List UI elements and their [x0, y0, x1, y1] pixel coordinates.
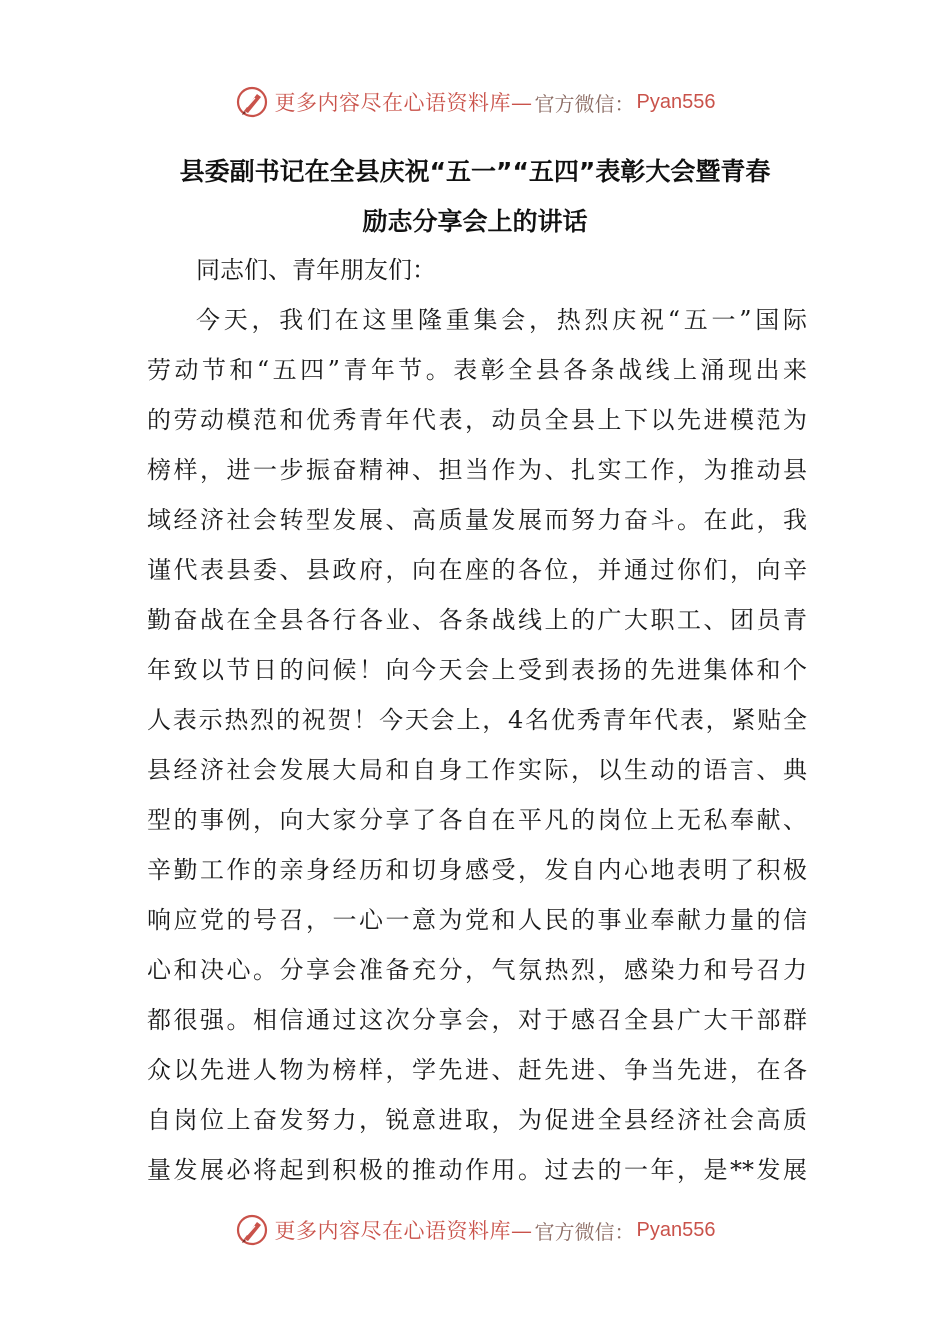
paragraph-line: 型的事例，向大家分享了各自在平凡的岗位上无私奉献、: [147, 806, 807, 834]
paragraph-line: 年致以节日的问候！向今天会上受到表扬的先进集体和个: [147, 656, 807, 684]
paragraph-line: 县经济社会发展大局和自身工作实际，以生动的语言、典: [147, 756, 807, 784]
paragraph-line: 都很强。相信通过这次分享会，对于感召全县广大干部群: [147, 1006, 807, 1034]
paragraph-line: 人表示热烈的祝贺！今天会上，4名优秀青年代表，紧贴全: [147, 706, 807, 734]
watermark-wechat-label: 官方微信：: [534, 91, 635, 116]
watermark-banner-bottom: [0, 1208, 950, 1252]
paragraph-line: 响应党的号召，一心一意为党和人民的事业奉献力量的信: [147, 906, 807, 934]
paragraph-line: 众以先进人物为榜样，学先进、赶先进、争当先进，在各: [147, 1056, 807, 1084]
paragraph-line: 榜样，进一步振奋精神、担当作为、扎实工作，为推动县: [147, 456, 807, 484]
paragraph-line: 自岗位上奋发努力，锐意进取，为促进全县经济社会高质: [147, 1106, 807, 1134]
paragraph-line: 谨代表县委、县政府，向在座的各位，并通过你们，向辛: [147, 556, 807, 584]
paragraph-line: 域经济社会转型发展、高质量发展而努力奋斗。在此，我: [147, 506, 807, 534]
watermark-brand-text: 更多内容尽在心语资料库—: [274, 1219, 533, 1243]
salutation: 同志们、青年朋友们：: [196, 256, 436, 284]
quill-pen-logo-icon: [235, 85, 269, 119]
watermark-account-id: Pyan556: [636, 1218, 716, 1241]
quill-pen-logo-icon: [235, 1213, 269, 1247]
paragraph-line: 辛勤工作的亲身经历和切身感受，发自内心地表明了积极: [147, 856, 807, 884]
watermark-banner-top: [0, 80, 950, 124]
watermark-wechat-label: 官方微信：: [534, 1219, 635, 1244]
document-title-line-1: 县委副书记在全县庆祝“五一”“五四”表彰大会暨青春: [179, 157, 771, 186]
paragraph-line: 劳动节和“五四”青年节。表彰全县各条战线上涌现出来: [147, 356, 807, 384]
paragraph-line: 心和决心。分享会准备充分，气氛热烈，感染力和号召力: [147, 956, 807, 984]
watermark-brand-text: 更多内容尽在心语资料库—: [274, 91, 533, 115]
document-title-line-2: 励志分享会上的讲话: [362, 207, 588, 236]
watermark-account-id: Pyan556: [636, 90, 716, 113]
paragraph-line: 今天，我们在这里隆重集会，热烈庆祝“五一”国际: [196, 306, 807, 334]
paragraph-line: 量发展必将起到积极的推动作用。过去的一年，是**发展: [147, 1156, 807, 1184]
paragraph-line: 的劳动模范和优秀青年代表，动员全县上下以先进模范为: [147, 406, 807, 434]
paragraph-line: 勤奋战在全县各行各业、各条战线上的广大职工、团员青: [147, 606, 807, 634]
